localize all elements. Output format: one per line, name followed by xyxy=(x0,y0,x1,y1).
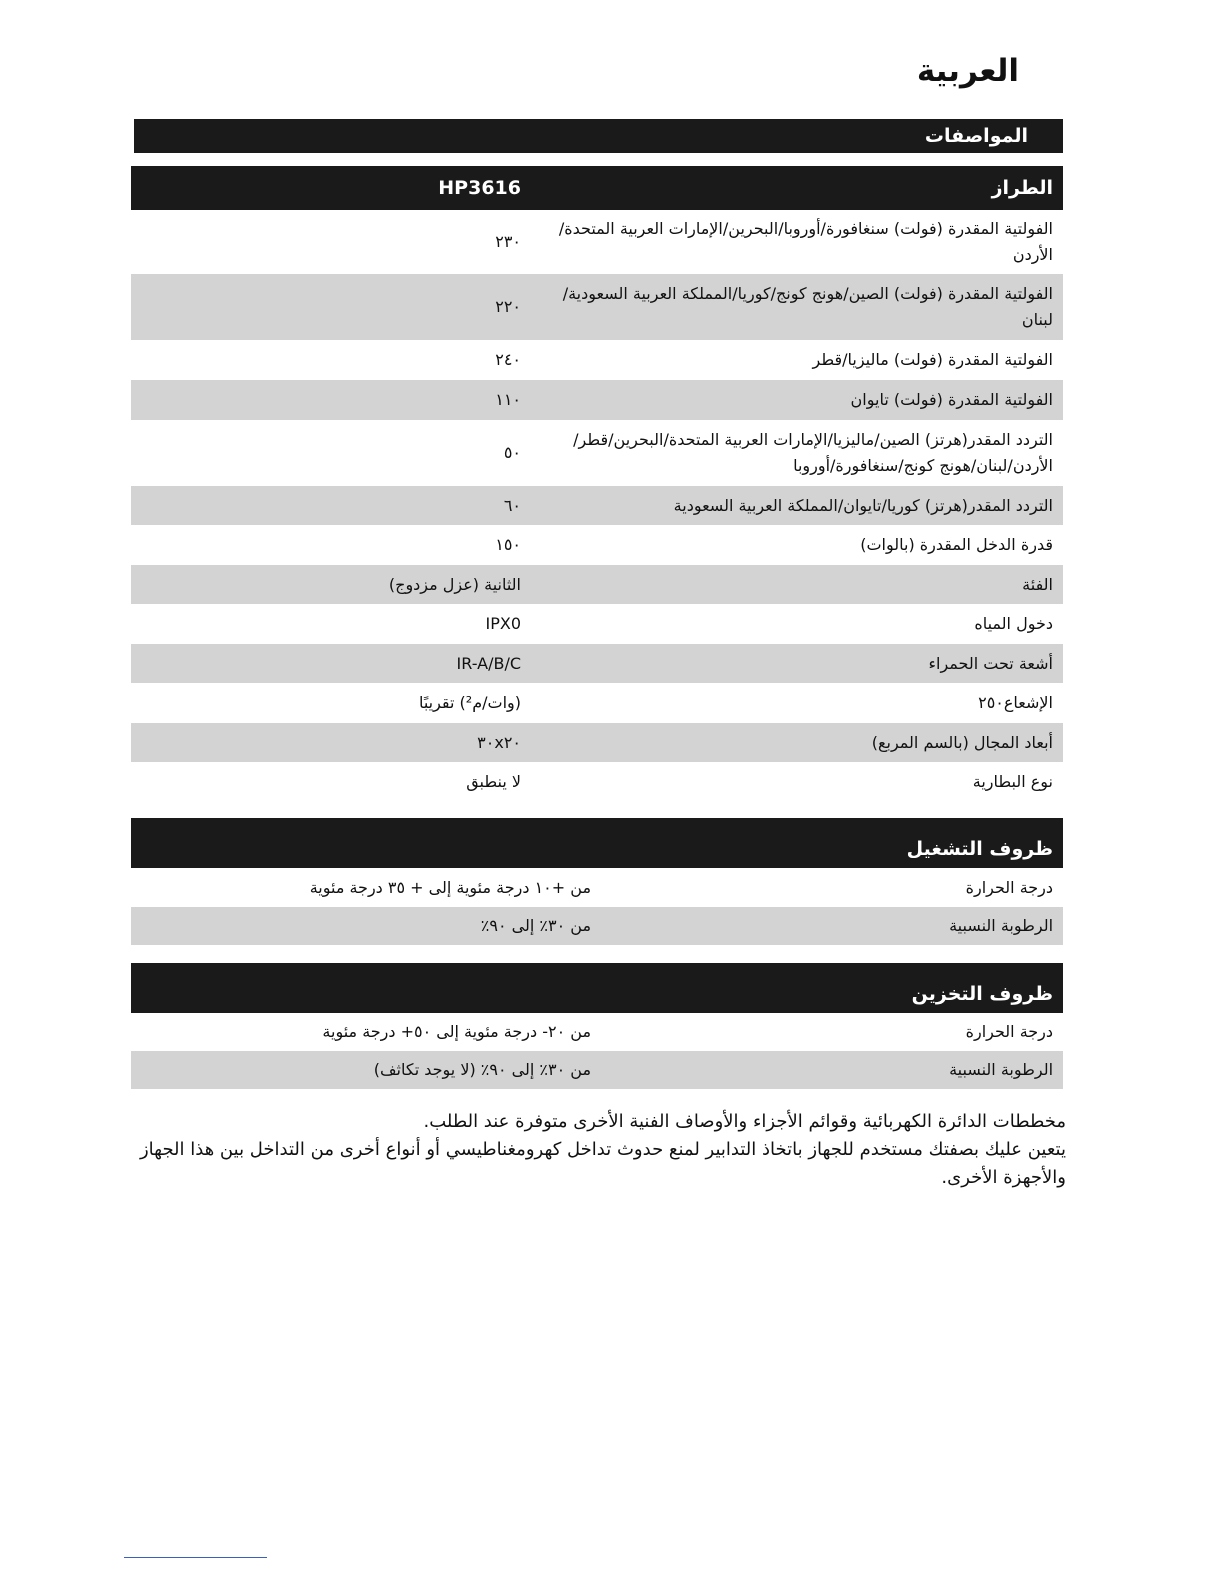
condition-value: من +١٠ درجة مئوية إلى + ٣٥ درجة مئوية xyxy=(309,877,592,897)
spec-value: ٦٠ xyxy=(131,486,531,525)
table-header-row xyxy=(131,963,1063,1013)
section-title: المواصفات xyxy=(924,125,1028,147)
table-row xyxy=(131,420,1063,486)
condition-label: درجة الحرارة xyxy=(965,1022,1054,1041)
spec-label: الفولتية المقدرة (فولت) سنغافورة/أوروبا/البحرين/الإمارات العربية المتحدة/الأردن xyxy=(558,219,1053,264)
spec-label: التردد المقدر(هرتز) الصين/ماليزيا/الإمارات العربية المتحدة/البحرين/قطر/الأردن/لبنان/هونج كونج/سنغافورة/أوروبا xyxy=(573,430,1053,475)
table-row xyxy=(131,762,1063,802)
model-label: الطراز xyxy=(531,166,1063,210)
table-row xyxy=(131,604,1063,644)
page-title: العربية xyxy=(916,53,1019,89)
spec-label: الفولتية المقدرة (فولت) ماليزيا/قطر xyxy=(812,350,1053,369)
table-row xyxy=(131,1051,1063,1089)
spec-value: IR-A/B/C xyxy=(131,644,531,683)
spec-value: ٢٣٠ xyxy=(495,232,521,251)
spec-label: التردد المقدر(هرتز) كوريا/تايوان/المملكة العربية السعودية xyxy=(531,486,1063,525)
table-row xyxy=(131,1013,1063,1051)
spec-value: لا ينطبق xyxy=(466,772,521,791)
table-row xyxy=(131,907,1063,945)
table-row xyxy=(131,340,1063,380)
storage-title: ظروف التخزين xyxy=(131,963,1063,1013)
notes xyxy=(134,1108,1066,1192)
spec-value: (وات/م²) تقريبًا xyxy=(418,693,521,712)
spec-value: ٣٠x٢٠ xyxy=(131,723,531,762)
spec-label: الفولتية المقدرة (فولت) الصين/هونج كونج/كوريا/المملكة العربية السعودية/لبنان xyxy=(531,274,1063,340)
condition-value: من ٢٠- درجة مئوية إلى ٥٠+ درجة مئوية xyxy=(322,1022,592,1041)
spec-value: الثانية (عزل مزدوج) xyxy=(131,565,531,604)
model-value: HP3616 xyxy=(131,166,531,210)
spec-value: ٢٢٠ xyxy=(131,274,531,340)
spec-value: IPX0 xyxy=(485,614,521,633)
spec-label: أبعاد المجال (بالسم المربع) xyxy=(531,723,1063,762)
section-title-bar xyxy=(134,119,1063,153)
operating-conditions-table xyxy=(131,818,1063,945)
spec-label: نوع البطارية xyxy=(972,772,1053,791)
condition-label: درجة الحرارة xyxy=(965,877,1054,897)
condition-value: من ٣٠٪ إلى ٩٠٪ (لا يوجد تكاثف) xyxy=(131,1051,601,1089)
note-line: مخططات الدائرة الكهربائية وقوائم الأجزاء والأوصاف الفنية الأخرى متوفرة عند الطلب. xyxy=(423,1111,1066,1132)
condition-value: من ٣٠٪ إلى ٩٠٪ xyxy=(131,907,601,945)
spec-label: دخول المياه xyxy=(974,614,1053,633)
table-row xyxy=(131,683,1063,723)
table-row xyxy=(131,210,1063,274)
table-row xyxy=(131,723,1063,762)
table-row xyxy=(131,274,1063,340)
condition-label: الرطوبة النسبية xyxy=(601,907,1063,945)
spec-value: ٥٠ xyxy=(503,443,521,462)
table-row xyxy=(131,525,1063,565)
spec-value: ٢٤٠ xyxy=(495,350,521,369)
table-row xyxy=(131,565,1063,604)
condition-label: الرطوبة النسبية xyxy=(601,1051,1063,1089)
table-header-row xyxy=(131,818,1063,868)
operating-title: ظروف التشغيل xyxy=(131,818,1063,868)
table-header-row xyxy=(131,166,1063,210)
specifications-table xyxy=(131,166,1063,802)
spec-label: الفئة xyxy=(531,565,1063,604)
table-row xyxy=(131,486,1063,525)
table-row xyxy=(131,868,1063,907)
note-line: يتعين عليك بصفتك مستخدم للجهاز باتخاذ التدابير لمنع حدوث تداخل كهرومغناطيسي أو أنواع أخرى من التداخل بين هذا الجهاز والأجهزة الأخرى. xyxy=(139,1139,1066,1188)
table-row xyxy=(131,380,1063,420)
spec-label: أشعة تحت الحمراء xyxy=(531,644,1063,683)
footnote-divider xyxy=(124,1557,267,1558)
spec-value: ١١٠ xyxy=(131,380,531,420)
storage-conditions-table xyxy=(131,963,1063,1089)
spec-value: ١٥٠ xyxy=(495,535,521,554)
table-row xyxy=(131,644,1063,683)
spec-label: قدرة الدخل المقدرة (بالوات) xyxy=(860,535,1053,554)
spec-label: الإشعاع٢٥٠ xyxy=(978,693,1053,712)
spec-label: الفولتية المقدرة (فولت) تايوان xyxy=(531,380,1063,420)
